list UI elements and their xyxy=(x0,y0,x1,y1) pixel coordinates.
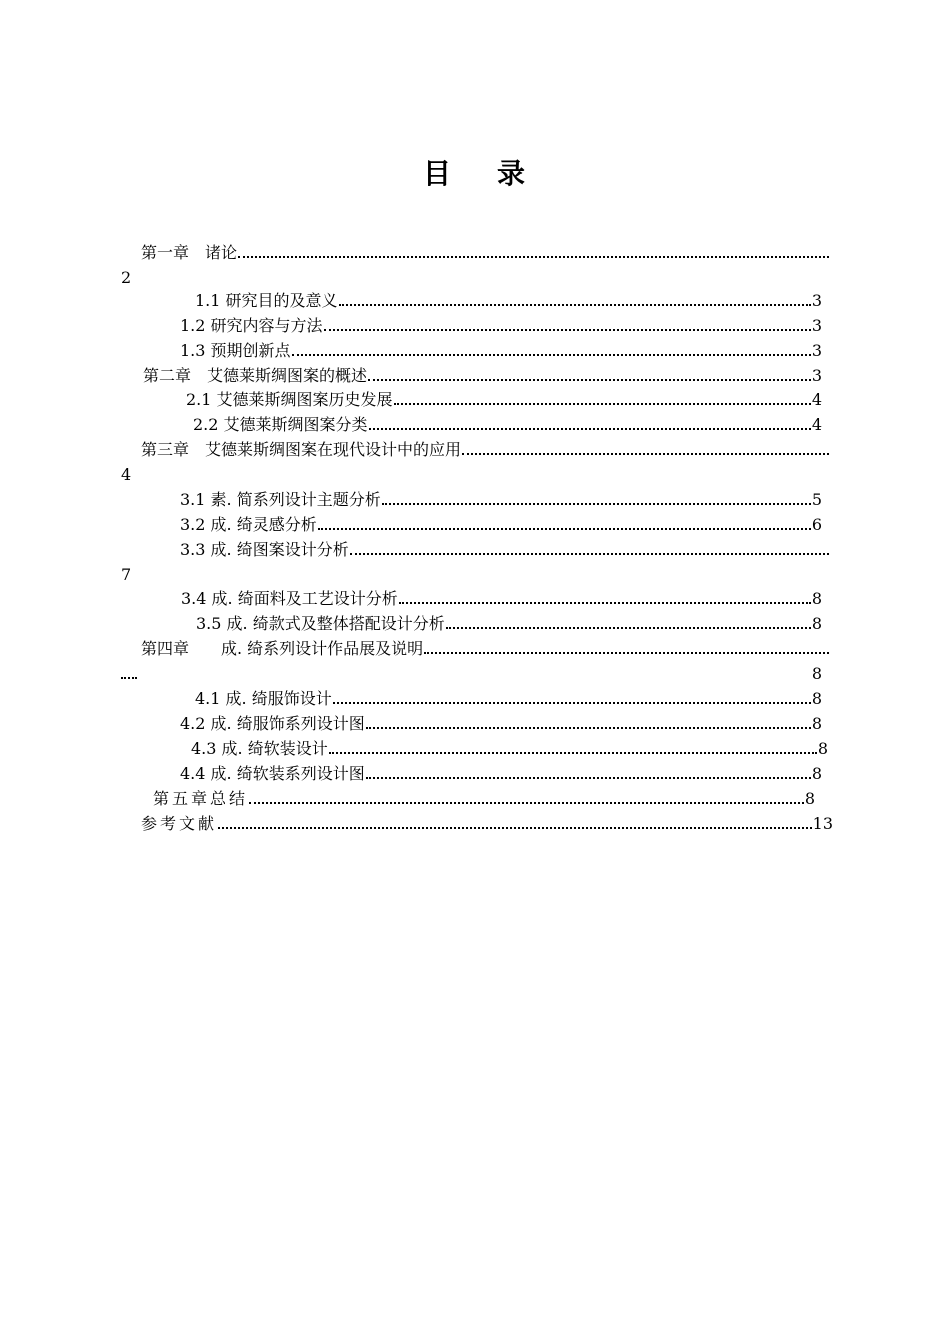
toc-entry-1-2[interactable] xyxy=(180,313,822,338)
title-char-left: 目 xyxy=(422,157,453,190)
toc-entry-4-2[interactable] xyxy=(180,711,822,736)
toc-entry-3-5[interactable] xyxy=(196,611,822,636)
toc-leader-dots xyxy=(366,727,811,729)
toc-entry-label: 3.3 成. 绮图案设计分析 xyxy=(180,540,349,559)
toc-leader-dots xyxy=(350,553,829,555)
toc-leader-dots xyxy=(324,329,811,331)
toc-entry-chapter-3[interactable] xyxy=(141,437,830,462)
toc-entry-label: 1.1 研究目的及意义 xyxy=(195,291,338,310)
toc-leader-dots xyxy=(318,528,811,530)
toc-entry-chapter-1[interactable] xyxy=(141,240,830,265)
toc-entry-4-4[interactable] xyxy=(180,761,822,786)
toc-entry-4-3[interactable] xyxy=(191,736,828,761)
toc-leader-dots xyxy=(368,379,811,381)
toc-leader-dots xyxy=(218,827,812,829)
toc-entry-3-3[interactable] xyxy=(180,537,830,562)
toc-entry-page: 3 xyxy=(811,341,822,360)
toc-entry-page: 8 xyxy=(817,739,828,758)
toc-entry-references[interactable] xyxy=(141,811,833,836)
toc-entry-label: 4.1 成. 绮服饰设计 xyxy=(195,689,332,708)
toc-entry-page: 8 xyxy=(811,664,822,683)
toc-entry-page: 13 xyxy=(812,814,833,833)
toc-entry-label: 1.2 研究内容与方法 xyxy=(180,316,323,335)
toc-leader-dots xyxy=(399,602,811,604)
toc-entry-label: 3.4 成. 绮面料及工艺设计分析 xyxy=(181,589,398,608)
toc-entry-4-1[interactable] xyxy=(195,686,822,711)
toc-entry-page: 3 xyxy=(811,291,822,310)
toc-leader-dots xyxy=(424,652,829,654)
toc-entry-1-1[interactable] xyxy=(195,288,822,313)
toc-entry-label: 第四章 成. 绮系列设计作品展及说明 xyxy=(141,639,424,658)
toc-leader-dots xyxy=(121,677,137,679)
toc-entry-3-1[interactable] xyxy=(180,487,822,512)
toc-entry-chapter-4[interactable] xyxy=(141,636,830,661)
toc-entry-2-2[interactable] xyxy=(193,412,822,437)
toc-leader-dots xyxy=(238,256,829,258)
toc-leader-dots xyxy=(462,453,829,455)
toc-entry-2-1[interactable] xyxy=(186,387,822,412)
toc-entry-label: 3.5 成. 绮款式及整体搭配设计分析 xyxy=(196,614,445,633)
toc-leader-dots xyxy=(249,802,804,804)
toc-leader-dots xyxy=(369,428,811,430)
toc-entry-page: 8 xyxy=(811,614,822,633)
toc-entry-chapter-5[interactable] xyxy=(153,786,818,811)
toc-entry-page: 2 xyxy=(121,268,132,287)
toc-entry-label: 4.3 成. 绮软装设计 xyxy=(191,739,328,758)
toc-leader-dots xyxy=(366,777,811,779)
toc-entry-label: 2.1 艾德莱斯绸图案历史发展 xyxy=(186,390,393,409)
toc-entry-label: 4.4 成. 绮软装系列设计图 xyxy=(180,764,365,783)
toc-entry-page: 8 xyxy=(811,764,822,783)
toc-leader-dots xyxy=(446,627,811,629)
page-title xyxy=(0,152,950,192)
toc-entry-page: 8 xyxy=(811,689,822,708)
toc-entry-label: 第五章总结 xyxy=(153,789,249,808)
toc-entry-label: 3.2 成. 绮灵感分析 xyxy=(180,515,317,534)
toc-leader-dots xyxy=(339,304,811,306)
toc-entry-3-2[interactable] xyxy=(180,512,822,537)
toc-entry-page: 3 xyxy=(811,316,822,335)
toc-leader-dots xyxy=(333,702,811,704)
toc-entry-label: 2.2 艾德莱斯绸图案分类 xyxy=(193,415,368,434)
toc-entry-label: 第三章 艾德莱斯绸图案在现代设计中的应用 xyxy=(141,440,462,459)
toc-entry-page: 7 xyxy=(121,565,132,584)
toc-leader-dots xyxy=(292,354,811,356)
title-char-right: 录 xyxy=(497,157,528,190)
toc-entry-page: 6 xyxy=(811,515,822,534)
toc-leader-dots xyxy=(382,503,811,505)
toc-entry-label: 参考文献 xyxy=(141,814,218,833)
toc-entry-page: 8 xyxy=(811,589,822,608)
toc-entry-page: 8 xyxy=(804,789,818,808)
toc-entry-page: 5 xyxy=(811,490,822,509)
toc-entry-chapter-2[interactable] xyxy=(143,363,822,388)
toc-leader-dots xyxy=(394,403,811,405)
toc-entry-page: 3 xyxy=(811,366,822,385)
toc-leader-dots xyxy=(329,752,817,754)
toc-entry-1-3[interactable] xyxy=(180,338,822,363)
toc-entry-label: 第一章 诸论 xyxy=(141,243,238,262)
toc-entry-chapter-4-continuation xyxy=(121,661,822,686)
toc-entry-page: 4 xyxy=(121,465,132,484)
toc-entry-label: 第二章 艾德莱斯绸图案的概述 xyxy=(143,366,368,385)
toc-entry-3-4[interactable] xyxy=(181,586,822,611)
toc-entry-label: 1.3 预期创新点 xyxy=(180,341,291,360)
toc-entry-label: 4.2 成. 绮服饰系列设计图 xyxy=(180,714,365,733)
toc-entry-page: 4 xyxy=(811,415,822,434)
toc-entry-label: 3.1 素. 简系列设计主题分析 xyxy=(180,490,381,509)
toc-entry-page: 4 xyxy=(811,390,822,409)
toc-entry-page: 8 xyxy=(811,714,822,733)
